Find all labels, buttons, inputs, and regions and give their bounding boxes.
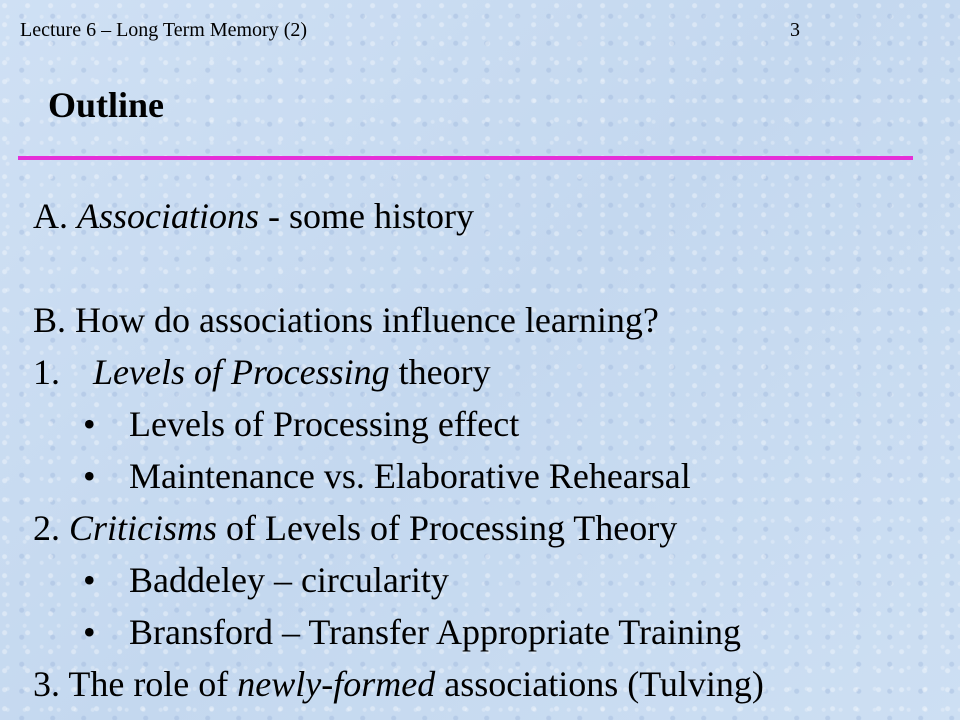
item-3-text: associations (Tulving)	[435, 664, 764, 704]
bullet-text: Maintenance vs. Elaborative Rehearsal	[129, 456, 691, 496]
bullet-icon: •	[83, 612, 96, 652]
list-item	[33, 606, 741, 658]
outline-item-2	[33, 502, 677, 554]
item-a-prefix: A.	[33, 196, 77, 236]
outline-item-b: B. How do associations influence learning?	[33, 300, 659, 340]
item-2-text: of Levels of Processing Theory	[217, 508, 678, 548]
bullet-icon: •	[83, 404, 96, 444]
item-2-prefix: 2.	[33, 508, 69, 548]
list-item	[33, 398, 519, 450]
item-a-emphasis: Associations	[77, 196, 260, 236]
outline-item-3	[33, 658, 764, 710]
lecture-title: Lecture 6 – Long Term Memory (2)	[20, 19, 308, 41]
slide-header	[20, 18, 800, 42]
bullet-icon: •	[83, 456, 96, 496]
item-1-emphasis: Levels of Processing	[93, 352, 390, 392]
outline-item-1	[33, 346, 491, 398]
bullet-text: Bransford – Transfer Appropriate Training	[129, 612, 741, 652]
item-3-emphasis: newly-formed	[237, 664, 436, 704]
page-number: 3	[790, 19, 800, 41]
item-1-text: theory	[389, 352, 491, 392]
list-item	[33, 450, 691, 502]
title-divider	[18, 156, 913, 160]
bullet-icon: •	[83, 560, 96, 600]
item-3-prefix: 3. The role of	[33, 664, 238, 704]
slide-title: Outline	[48, 85, 165, 125]
bullet-text: Levels of Processing effect	[129, 404, 520, 444]
bullet-text: Baddeley – circularity	[129, 560, 449, 600]
item-1-number: 1.	[33, 352, 60, 392]
item-a-text: - some history	[259, 196, 474, 236]
list-item	[33, 554, 449, 606]
item-2-emphasis: Criticisms	[69, 508, 218, 548]
outline-item-a	[33, 190, 474, 242]
